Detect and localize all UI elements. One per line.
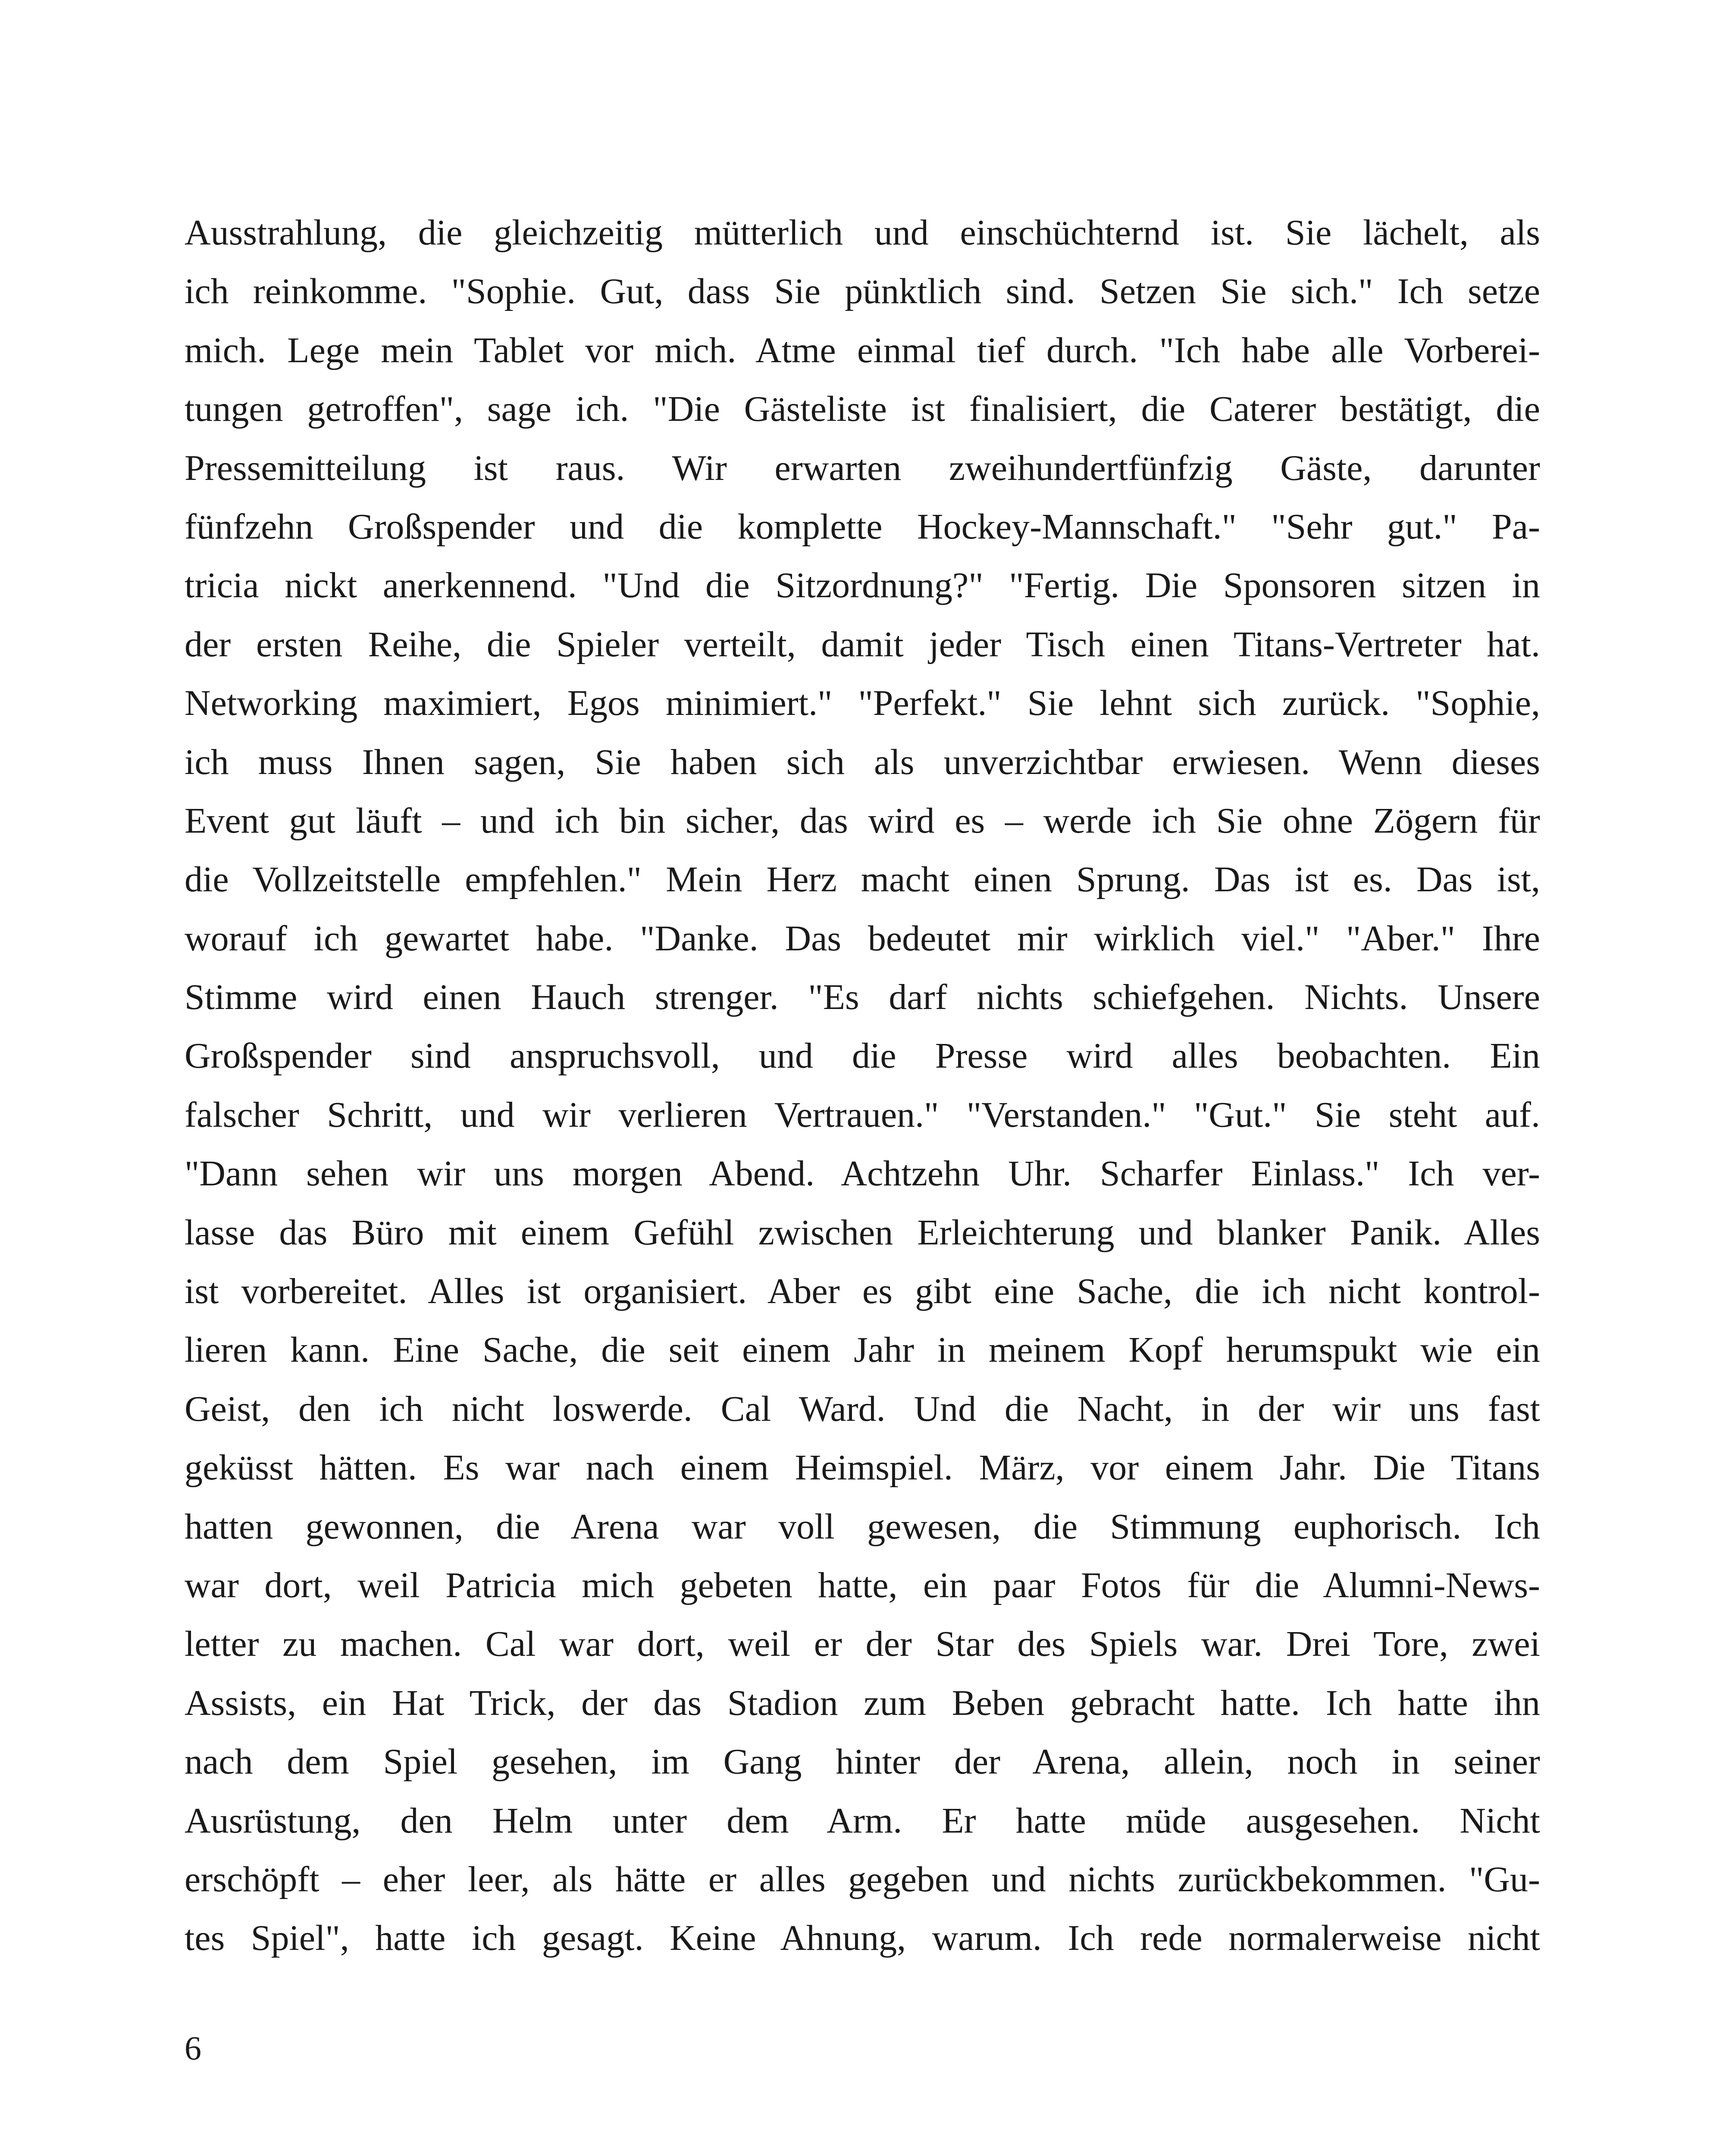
- text-line: tungen getroffen", sage ich. "Die Gästeliste ist finalisiert, die Caterer bestätigt, die: [185, 389, 1540, 429]
- text-line: Ausrüstung, den Helm unter dem Arm. Er hatte müde ausgesehen. Nicht: [185, 1800, 1540, 1841]
- page-number: 6: [185, 2029, 201, 2067]
- text-line: war dort, weil Patricia mich gebeten hatte, ein paar Fotos für die Alumni-News-: [185, 1565, 1540, 1605]
- text-line: nach dem Spiel gesehen, im Gang hinter der Arena, allein, noch in seiner: [185, 1742, 1540, 1782]
- text-line: tes Spiel", hatte ich gesagt. Keine Ahnung, warum. Ich rede normalerweise nicht: [185, 1918, 1540, 1959]
- text-line: Großspender sind anspruchsvoll, und die Presse wird alles beobachten. Ein: [185, 1036, 1540, 1076]
- text-line: fünfzehn Großspender und die komplette Hockey-Mannschaft." "Sehr gut." Pa-: [185, 506, 1540, 547]
- text-line: geküsst hätten. Es war nach einem Heimspiel. März, vor einem Jahr. Die Titans: [185, 1448, 1540, 1488]
- text-line: lasse das Büro mit einem Gefühl zwischen Erleichterung und blanker Panik. Alles: [185, 1212, 1540, 1253]
- text-line: ich reinkomme. "Sophie. Gut, dass Sie pünktlich sind. Setzen Sie sich." Ich setze: [185, 271, 1540, 312]
- text-line: Stimme wird einen Hauch strenger. "Es darf nichts schiefgehen. Nichts. Unsere: [185, 977, 1540, 1018]
- text-line: erschöpft – eher leer, als hätte er alles gegeben und nichts zurückbekommen. "Gu-: [185, 1859, 1540, 1899]
- text-line: Geist, den ich nicht loswerde. Cal Ward. Und die Nacht, in der wir uns fast: [185, 1388, 1540, 1429]
- text-line: die Vollzeitstelle empfehlen." Mein Herz macht einen Sprung. Das ist es. Das ist,: [185, 859, 1540, 900]
- body-text: [185, 204, 1540, 1968]
- text-line: ich muss Ihnen sagen, Sie haben sich als unverzichtbar erwiesen. Wenn dieses: [185, 742, 1540, 782]
- text-line: letter zu machen. Cal war dort, weil er der Star des Spiels war. Drei Tore, zwei: [185, 1624, 1540, 1664]
- text-line: worauf ich gewartet habe. "Danke. Das bedeutet mir wirklich viel." "Aber." Ihre: [185, 918, 1540, 959]
- text-line: "Dann sehen wir uns morgen Abend. Achtzehn Uhr. Scharfer Einlass." Ich ver-: [185, 1153, 1540, 1194]
- text-line: Ausstrahlung, die gleichzeitig mütterlich und einschüchternd ist. Sie lächelt, als: [185, 213, 1540, 253]
- text-line: Assists, ein Hat Trick, der das Stadion zum Beben gebracht hatte. Ich hatte ihn: [185, 1683, 1540, 1723]
- text-line: lieren kann. Eine Sache, die seit einem Jahr in meinem Kopf herumspukt wie ein: [185, 1330, 1540, 1370]
- text-line: hatten gewonnen, die Arena war voll gewesen, die Stimmung euphorisch. Ich: [185, 1506, 1540, 1547]
- text-line: Networking maximiert, Egos minimiert." "Perfekt." Sie lehnt sich zurück. "Sophie,: [185, 683, 1540, 724]
- text-line: Event gut läuft – und ich bin sicher, das wird es – werde ich Sie ohne Zögern für: [185, 800, 1540, 841]
- text-line: der ersten Reihe, die Spieler verteilt, damit jeder Tisch einen Titans-Vertreter hat.: [185, 624, 1540, 664]
- text-line: Pressemitteilung ist raus. Wir erwarten zweihundertfünfzig Gäste, darunter: [185, 448, 1540, 488]
- text-line: mich. Lege mein Tablet vor mich. Atme einmal tief durch. "Ich habe alle Vorberei-: [185, 330, 1540, 370]
- text-line: tricia nickt anerkennend. "Und die Sitzordnung?" "Fertig. Die Sponsoren sitzen in: [185, 565, 1540, 606]
- text-line: ist vorbereitet. Alles ist organisiert. Aber es gibt eine Sache, die ich nicht kontrol-: [185, 1271, 1540, 1312]
- text-line: falscher Schritt, und wir verlieren Vertrauen." "Verstanden." "Gut." Sie steht auf.: [185, 1094, 1540, 1135]
